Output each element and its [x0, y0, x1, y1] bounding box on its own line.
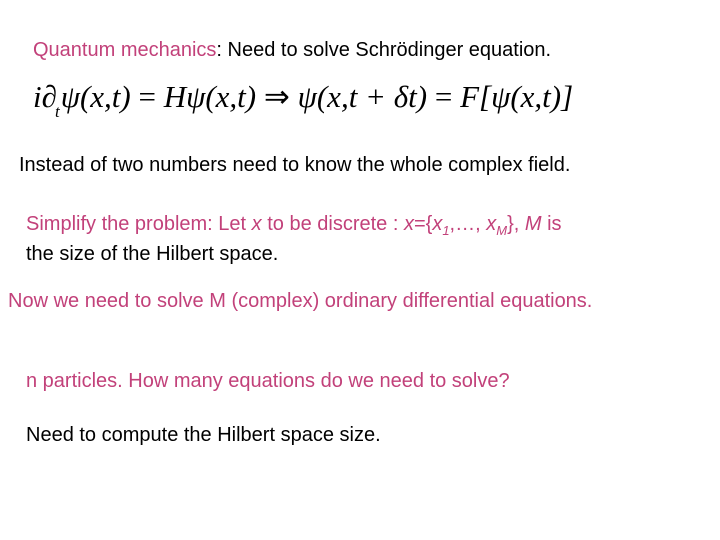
eq-rhs-psi: ψ(x,t + δt)	[297, 79, 428, 114]
eq-i: i	[33, 79, 42, 114]
slide-title	[33, 38, 551, 62]
field-statement: Instead of two numbers need to know the whole complex field.	[19, 154, 571, 176]
schrodinger-equation	[33, 77, 574, 121]
simplify-M: M	[524, 213, 542, 235]
eq-h-psi: ψ(x,t)	[186, 79, 257, 114]
simplify-line-2: the size of the Hilbert space.	[26, 243, 279, 265]
eq-f: F	[460, 79, 479, 114]
particles-question: n particles. How many equations do we need to solve?	[26, 370, 510, 392]
simplify-set-close: },	[507, 213, 525, 235]
hilbert-statement: Need to compute the Hilbert space size.	[26, 424, 381, 446]
simplify-x1: x	[432, 213, 443, 235]
eq-implies: ⇒	[256, 79, 298, 114]
simplify-mid: to be discrete :	[261, 213, 404, 235]
simplify-x2: x	[403, 213, 414, 235]
eq-partial-subscript: t	[54, 102, 60, 121]
eq-f-arg: [ψ(x,t)]	[479, 79, 574, 114]
ode-statement: Now we need to solve M (complex) ordinary differential equations.	[8, 290, 593, 312]
title-rest: : Need to solve Schrödinger equation.	[216, 39, 552, 61]
eq-lhs-psi: ψ(x,t)	[60, 79, 131, 114]
simplify-line-1	[26, 212, 562, 238]
simplify-tail: is	[541, 213, 562, 235]
simplify-set-open: ={	[413, 213, 433, 235]
eq-equals-2: =	[427, 79, 461, 114]
eq-hamiltonian: H	[163, 79, 187, 114]
simplify-dots: ,…,	[449, 213, 487, 235]
simplify-xM: x	[486, 213, 497, 235]
simplify-sub-1: 1	[442, 223, 450, 238]
title-highlight: Quantum mechanics	[33, 39, 217, 61]
simplify-lead: Simplify the problem: Let	[26, 213, 252, 235]
simplify-sub-M: M	[496, 223, 508, 238]
simplify-x: x	[251, 213, 262, 235]
eq-equals-1: =	[130, 79, 164, 114]
eq-partial: ∂	[41, 79, 57, 114]
